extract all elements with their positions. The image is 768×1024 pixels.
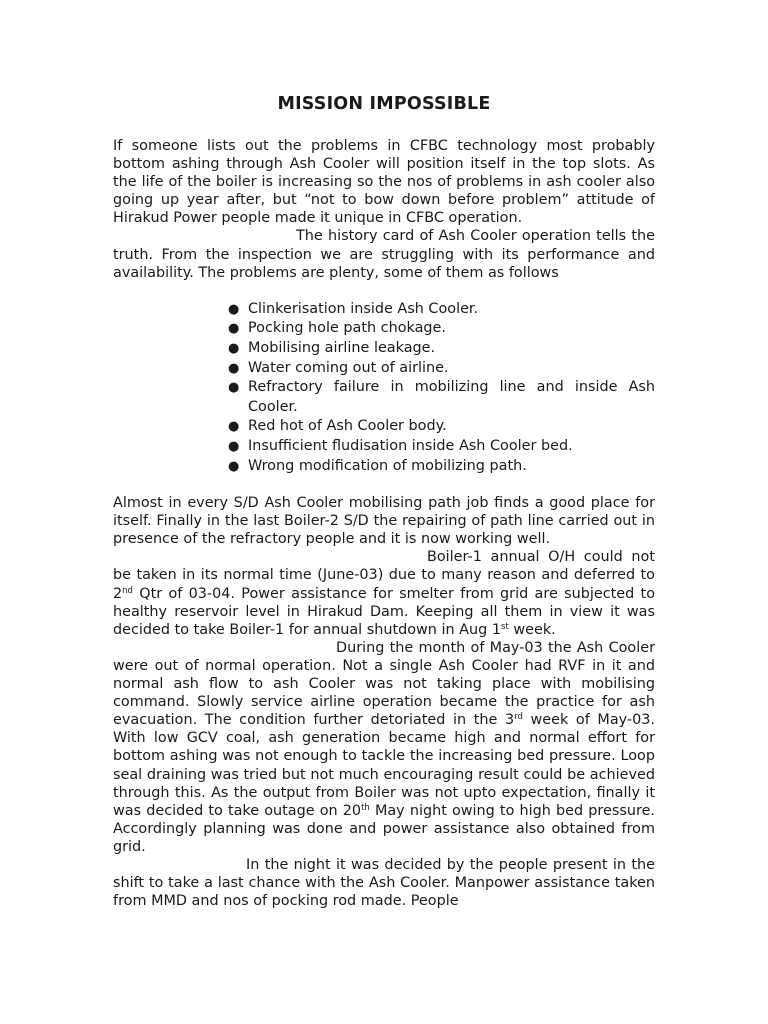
problem-list xyxy=(113,300,655,476)
bullet-icon: ● xyxy=(228,438,240,454)
list-item: ● Mobilising airline leakage. xyxy=(248,339,655,359)
bullet-icon: ● xyxy=(228,321,240,337)
list-item: ● Refractory failure in mobilizing line and inside Ash Cooler. xyxy=(228,379,655,415)
paragraph-intro xyxy=(113,137,655,282)
paragraph-night-text: In the night it was decided by the people present in the shift to take a last chance with the Ash Cooler. Manpower assistance taken from MMD and nos of pocking rod made. People xyxy=(113,856,655,910)
list-item: ● Water coming out of airline. xyxy=(248,359,655,379)
paragraph-history-text: The history card of Ash Cooler operation tells the truth. From the inspection we are struggling with its performance and availability. The problems are plenty, some of them as follows xyxy=(113,228,655,281)
list-item: ● Wrong modification of mobilizing path. xyxy=(248,457,655,477)
paragraph-mobilising-text: Almost in every S/D Ash Cooler mobilising path job finds a good place for itself. Finally in the last Boiler-2 S/D the repairing of path line carried out in presence of the refractory people and it is now working well. xyxy=(113,495,655,548)
bullet-icon: ● xyxy=(228,458,240,474)
paragraph-intro-text: If someone lists out the problems in CFBC technology most probably bottom ashing through Ash Cooler will position itself in the top slots. As the life of the boiler is increasing so the nos of problems in ash cooler also going up year after, but “not to bow down before problem” attitude of Hirakud Power people made it unique in CFBC operation. xyxy=(113,138,655,227)
list-item: ● Pocking hole path chokage. xyxy=(248,319,655,339)
bullet-icon: ● xyxy=(228,419,240,435)
list-item: ● Red hot of Ash Cooler body. xyxy=(248,417,655,437)
paragraph-body: Almost in every S/D Ash Cooler mobilising path job finds a good place for itself. Finally in the last Boiler-2 S/D the repairing of path line carried out in presence of the refractory people and it is now working well. Boiler-1 annual O/H could not be taken in its normal time (June-03) due to many reason and deferred to 2nd Qtr of 03-04. Power assistance for smelter from grid are subjected to healthy reservoir level in Hirakud Dam. Keeping all them in view it was decided to take Boiler-1 for annual shutdown in Aug 1st week. During the month of May-03 the Ash Cooler were out of normal operation. Not a single Ash Cooler had RVF in it and normal ash flow to ash Cooler was not taking place with mobilising command. Slowly service airline operation became the practice for ash evacuation. The condition further detoriated in the 3rd week of May-03. With low GCV coal, ash generation became high and normal effort for bottom ashing was not enough to tackle the increasing bed pressure. Loop seal draining was tried but not much encouraging result could be achieved through this. As the output from Boiler was not upto expectation, finally it was decided to take outage on 20th May night owing to high bed pressure. Accordingly planning was done and power assistance also obtained from grid. In the night it was decided by the people present in the shift to take a last chance with the Ash Cooler. Manpower assistance taken from MMD and nos of pocking rod made. People xyxy=(113,495,656,910)
document-title: MISSION IMPOSSIBLE xyxy=(277,94,491,114)
bullet-icon: ● xyxy=(228,340,240,356)
document-page xyxy=(113,93,655,910)
list-item: ● Insufficient fludisation inside Ash Cooler bed. xyxy=(248,437,655,457)
bullet-icon: ● xyxy=(228,301,240,317)
list-item: ● Clinkerisation inside Ash Cooler. xyxy=(248,300,655,320)
bullet-icon: ● xyxy=(228,380,240,396)
bullet-icon: ● xyxy=(228,360,240,376)
